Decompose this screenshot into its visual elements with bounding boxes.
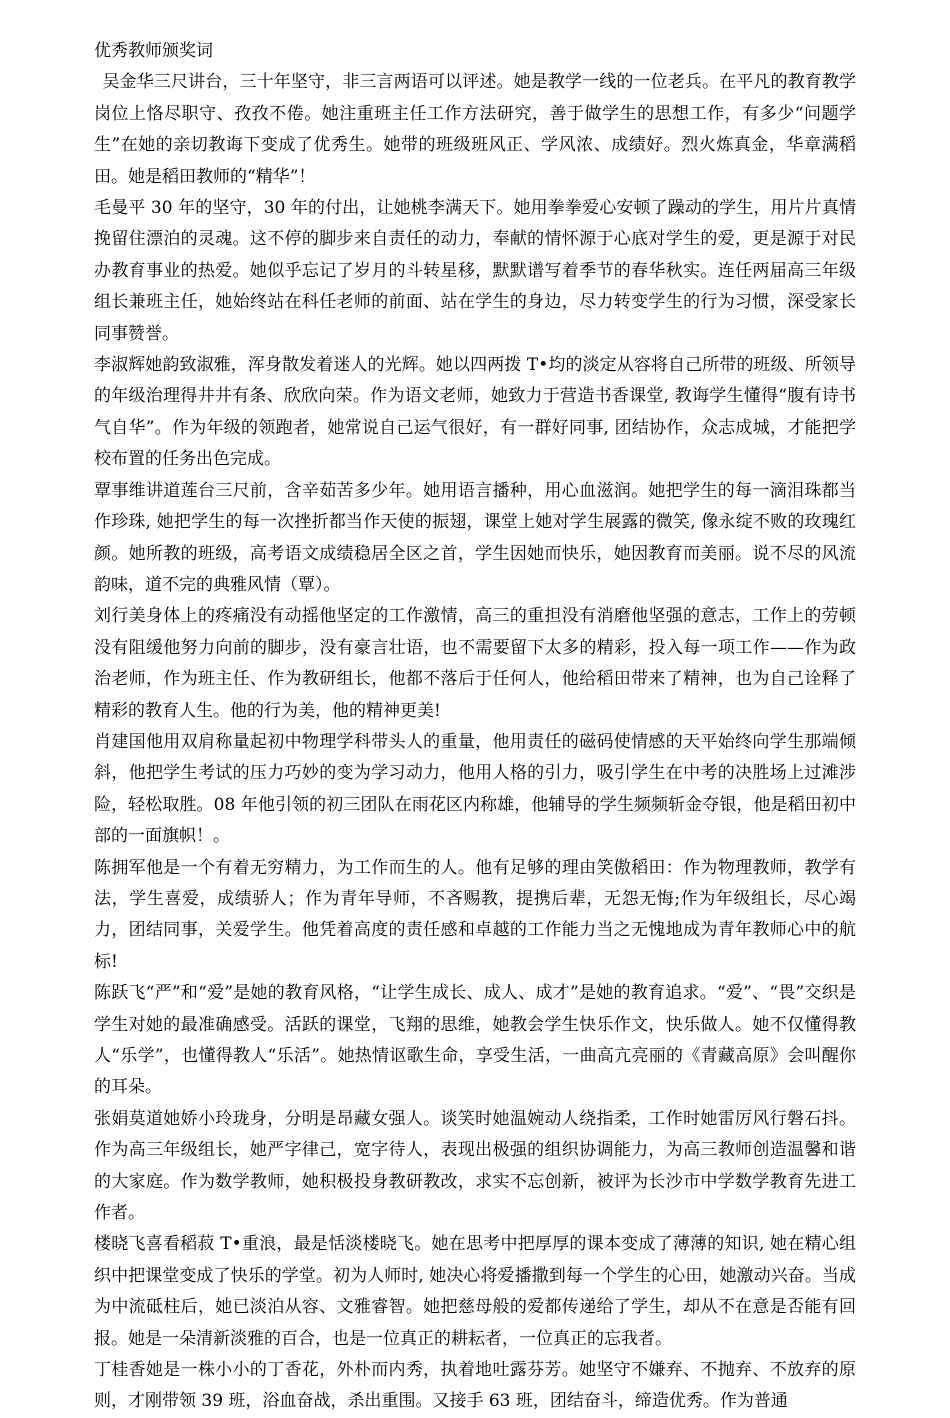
document-page bbox=[94, 36, 856, 1418]
paragraph-mao-manping: 毛曼平 30 年的坚守，30 年的付出，让她桃李满天下。她用拳拳爱心安顿了躁动的学生，用片片真情挽留住漂泊的灵魂。这不停的脚步来自责任的动力，奉献的情怀源于心底对学生的爱，更是源于对民办教育事业的热爱。她似乎忘记了岁月的斗转星移，默默谱写着季节的春华秋实。连任两届高三年级组长兼班主任，她始终站在科任老师的前面、站在学生的身边，尽力转变学生的行为习惯，深受家长同事赞誉。 bbox=[94, 198, 856, 344]
paragraph-liu-xingmei: 刘行美身体上的疼痛没有动摇他坚定的工作激情，高三的重担没有消磨他坚强的意志，工作上的劳顿没有阻缓他努力向前的脚步，没有豪言壮语，也不需要留下太多的精彩，投入每一项工作——作为政治老师，作为班主任、作为教研组长，他都不落后于任何人，他给稻田带来了精神，也为自己诠释了精彩的教育人生。他的行为美，他的精神更美! bbox=[94, 606, 856, 721]
paragraph-chen-yuefei: 陈跃飞“严”和“爱”是她的教育风格，“让学生成长、成人、成才”是她的教育追求。“爱”、“畏”交织是学生对她的最准确感受。活跃的课堂，飞翔的思维，她教会学生快乐作文，快乐做人。她不仅懂得教人“乐学”，也懂得教人“乐活”。她热情讴歌生命，享受生活，一曲高亢亮丽的《青藏高原》会叫醒你的耳朵。 bbox=[94, 983, 856, 1098]
document-title: 优秀教师颁奖词 bbox=[94, 41, 213, 61]
paragraph-xiao-jianguo: 肖建国他用双肩称量起初中物理学科带头人的重量，他用责任的磁码使情感的天平始终向学生那端倾斜，他把学生考试的压力巧妙的变为学习动力，他用人格的引力，吸引学生在中考的决胜场上过滩涉险，轻松取胜。08 年他引领的初三团队在雨花区内称雄，他辅导的学生频频斩金夺银，他是稻田初中部的一面旗帜！。 bbox=[94, 731, 856, 847]
paragraph-chen-yongjun: 陈拥军他是一个有着无穷精力，为工作而生的人。他有足够的理由笑傲稻田：作为物理教师，教学有法，学生喜爱，成绩骄人；作为青年导师，不吝赐教，提携后辈，无怨无悔;作为年级组长，尽心竭力，团结同事，关爱学生。他凭着高度的责任感和卓越的工作能力当之无愧地成为青年教师心中的航标! bbox=[94, 857, 856, 972]
paragraph-ding-guixiang: 丁桂香她是一株小小的丁香花，外朴而内秀，执着地吐露芬芳。她坚守不嫌弃、不抛弃、不放弃的原则，才刚带领 39 班，浴血奋战，杀出重围。又接手 63 班，团结奋斗，缔造优秀。作为普通 bbox=[94, 1360, 856, 1412]
paragraph-zhang-juan: 张娟莫道她娇小玲珑身，分明是昂藏女强人。谈笑时她温婉动人绕指柔，工作时她雷厉风行磐石抖。作为高三年级组长，她严字律己，宽字待人，表现出极强的组织协调能力，为高三教师创造温馨和谐的大家庭。作为数学教师，她积极投身教研教改，求实不忘创新，被评为长沙市中学数学教育先进工作者。 bbox=[94, 1108, 856, 1224]
paragraph-wu-jinhua: 吴金华三尺讲台，三十年坚守，非三言两语可以评述。她是教学一线的一位老兵。在平凡的教育教学岗位上恪尽职守、孜孜不倦。她注重班主任工作方法研究，善于做学生的思想工作，有多少“问题学生”在她的亲切教诲下变成了优秀生。她带的班级班风正、学风浓、成绩好。烈火炼真金，华章满稻田。她是稻田教师的“精华”！ bbox=[94, 72, 856, 187]
paragraph-lou-xiaofei: 楼晓飞喜看稻菽 T•重浪，最是恬淡楼晓飞。她在思考中把厚厚的课本变成了薄薄的知识, 她在精心组织中把课堂变成了快乐的学堂。初为人师时, 她决心将爱播撒到每一个学生的心田，她激动兴奋。当成为中流砥柱后，她已淡泊从容、文雅睿智。她把慈母般的爱都传递给了学生，却从不在意是否能有回报。她是一朵清新淡雅的百合，也是一位真正的耕耘者，一位真正的忘我者。 bbox=[94, 1234, 856, 1349]
paragraph-li-shuhui: 李淑辉她韵致淑雅，浑身散发着迷人的光辉。她以四两拨 T•均的淡定从容将自己所带的班级、所领导的年级治理得井井有条、欣欣向荣。作为语文老师，她致力于营造书香课堂, 教诲学生懂得“腹有诗书气自华”。作为年级的领跑者，她常说自己运气很好，有一群好同事, 团结协作，众志成城，才能把学校布置的任务出色完成。 bbox=[94, 355, 856, 470]
paragraph-qin-shiwei: 覃事维讲道莲台三尺前，含辛茹苦多少年。她用语言播种，用心血滋润。她把学生的每一滴泪珠都当作珍珠, 她把学生的每一次挫折都当作天使的振翅，课堂上她对学生展露的微笑, 像永绽不败的玫瑰红颜。她所教的班级，高考语文成绩稳居全区之首，学生因她而快乐，她因教育而美丽。说不尽的风流韵味，道不完的典雅风情（覃）。 bbox=[94, 480, 856, 595]
